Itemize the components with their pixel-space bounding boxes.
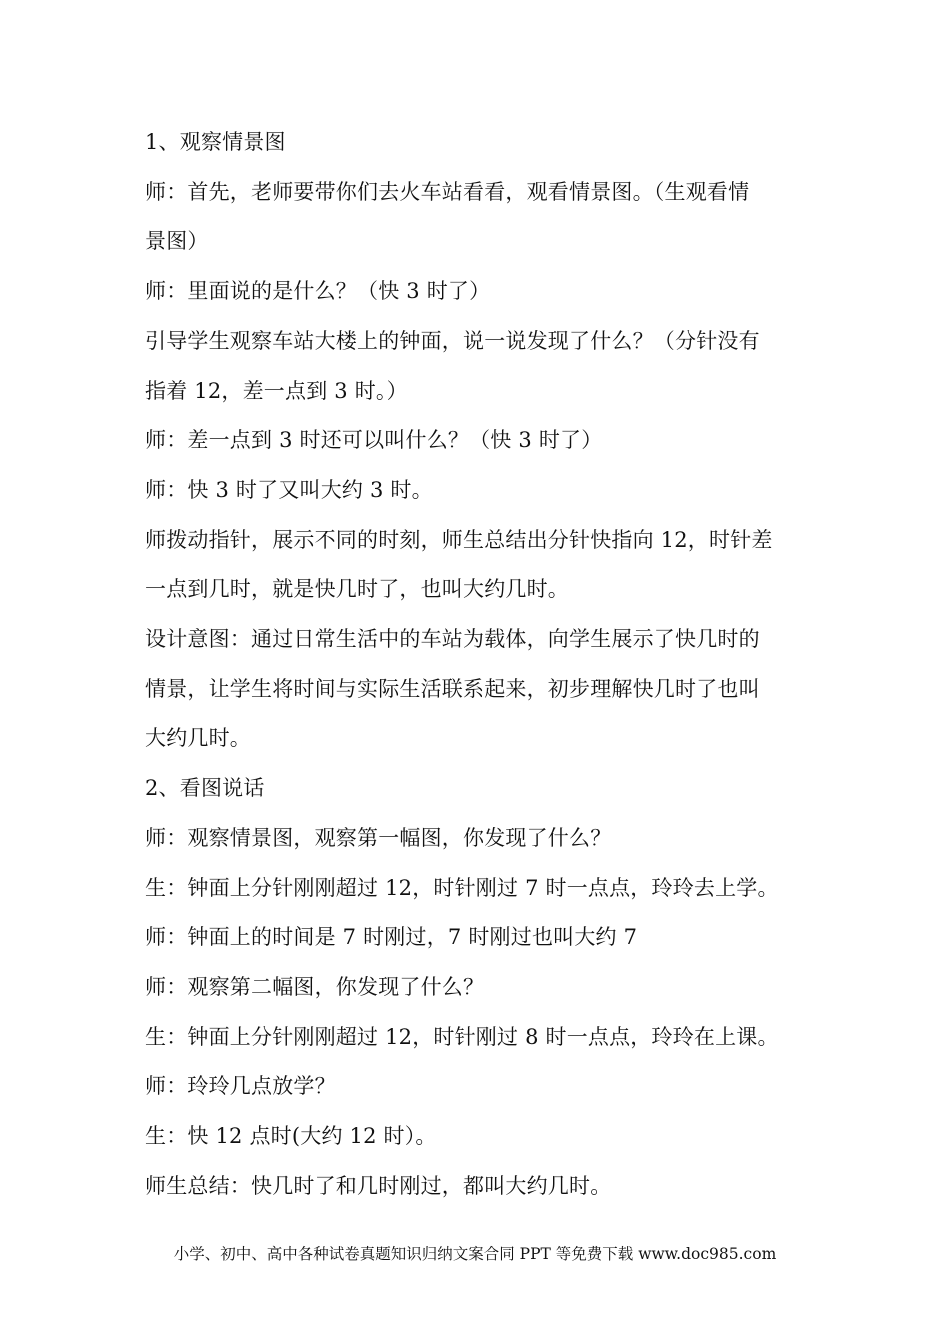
text-line: 设计意图：通过日常生活中的车站为载体，向学生展示了快几时的	[145, 627, 760, 652]
page-footer: 小学、初中、高中各种试卷真题知识归纳文案合同 PPT 等免费下载 www.doc985.com	[173, 1245, 777, 1263]
text-line: 生：钟面上分针刚刚超过 12，时针刚过 7 时一点点，玲玲去上学。	[145, 875, 779, 900]
text-line: 引导学生观察车站大楼上的钟面，说一说发现了什么？（分针没有	[145, 328, 760, 353]
text-line: 师：观察情景图，观察第一幅图，你发现了什么？	[145, 825, 612, 850]
text-line: 师：首先，老师要带你们去火车站看看，观看情景图。（生观看情	[145, 179, 750, 204]
text-line: 生：钟面上分针刚刚超过 12，时针刚过 8 时一点点，玲玲在上课。	[145, 1024, 779, 1049]
document-body	[145, 118, 805, 1211]
text-line: 景图）	[145, 229, 209, 254]
text-line: 指着 12，差一点到 3 时。）	[145, 378, 408, 403]
text-line: 师：观察第二幅图，你发现了什么？	[145, 974, 485, 999]
text-line: 师：快 3 时了又叫大约 3 时。	[145, 477, 433, 502]
text-line: 师：钟面上的时间是 7 时刚过，7 时刚过也叫大约 7	[145, 925, 638, 950]
text-line: 师：玲玲几点放学？	[145, 1074, 336, 1099]
text-line: 生：快 12 点时(大约 12 时）。	[145, 1124, 437, 1149]
text-line: 一点到几时，就是快几时了，也叫大约几时。	[145, 577, 569, 602]
section-heading-observe: 1、观察情景图	[145, 130, 286, 154]
text-line: 师：差一点到 3 时还可以叫什么？（快 3 时了）	[145, 428, 603, 453]
text-line: 师：里面说的是什么？（快 3 时了）	[145, 279, 491, 304]
section-heading-talk: 2、看图说话	[145, 776, 265, 801]
text-line: 师拨动指针，展示不同的时刻，师生总结出分针快指向 12，时针差	[145, 527, 773, 552]
text-line: 情景，让学生将时间与实际生活联系起来，初步理解快几时了也叫	[145, 676, 760, 701]
text-line: 师生总结：快几时了和几时刚过，都叫大约几时。	[145, 1173, 612, 1198]
text-line: 大约几时。	[145, 726, 251, 751]
